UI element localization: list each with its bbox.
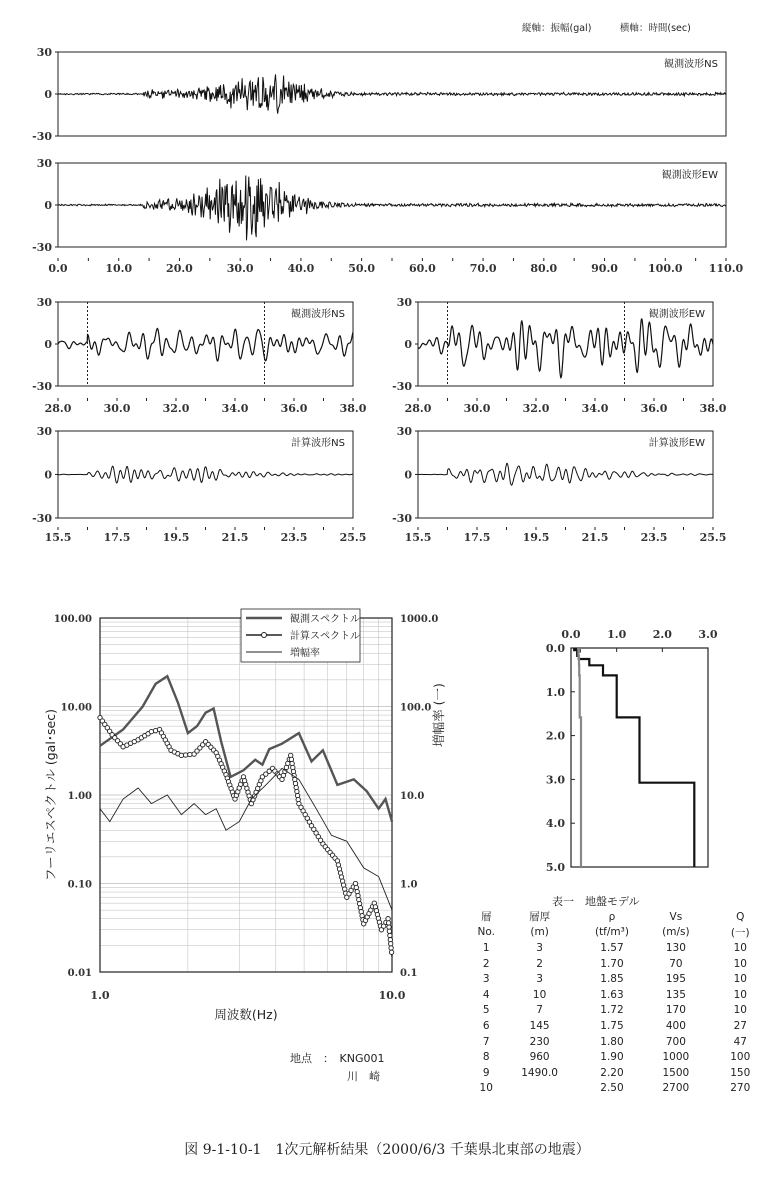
y-tick-label: 0.01 [67,968,92,979]
series-line [100,676,392,821]
table-cell: 層厚 [529,911,551,924]
table-cell: 1.80 [600,1035,624,1048]
x-tick-label: 34.0 [581,402,609,415]
y-tick-label: 0.10 [67,879,92,891]
data-point [386,921,390,925]
table-cell: 230 [529,1035,550,1048]
x-tick-label: 19.5 [522,531,550,544]
y-tick-label: 0.0 [545,642,565,655]
table-cell: 1500 [662,1066,690,1079]
x-tick-label: 30.0 [103,402,131,415]
y-tick-label: -30 [32,512,52,525]
x-tick-label: 3.0 [698,628,718,641]
x-tick-label: 110.0 [708,262,744,275]
data-point [295,789,299,793]
y-tick-label: 0 [44,199,52,212]
data-point [389,942,393,946]
data-point [386,917,390,921]
x-tick-label: 38.0 [699,402,727,415]
table-cell: (tf/m³) [594,926,629,939]
table-cell: 層 [480,911,492,924]
table-cell: 170 [665,1004,686,1017]
table-cell: 10 [733,988,747,1001]
table-cell: 7 [536,1004,543,1017]
table-cell: 1.63 [600,988,624,1001]
x-tick-label: 40.0 [287,262,315,275]
velocity-profile [571,648,708,867]
x-tick-label: 25.5 [339,531,367,544]
x-tick-label: 19.5 [162,531,190,544]
station-name: 川 崎 [347,1070,380,1083]
table-cell: 9 [482,1066,490,1079]
table-cell: Q [736,910,745,923]
x-tick-label: 25.5 [699,531,727,544]
y-tick-label: 5.0 [545,861,565,874]
waveform-trace [418,319,713,378]
table-row [472,1081,774,1097]
waveform-trace [58,329,353,362]
x-tick-label: 36.0 [280,402,308,415]
y-axis-title: フーリエスペクトル (gal･sec) [43,709,58,881]
table-cell: 1490.0 [521,1066,558,1079]
layer-table-title: 表一 地盤モデル [552,895,640,908]
x-tick-label: 90.0 [591,262,618,275]
waveform-trace [418,463,713,485]
profile-line-rho [578,648,581,867]
y-tick-label: 0 [44,88,52,101]
y2-tick-label: 1000.0 [400,614,439,625]
table-cell: 10 [733,1004,747,1017]
panel-title: 観測波形EW [661,170,718,181]
y-tick-label: 3.0 [545,773,565,787]
y-tick-label: 0 [44,468,52,482]
table-cell: 10 [733,957,747,970]
table-cell: 400 [665,1019,686,1032]
table-cell: (m/s) [662,926,690,939]
table-cell: ρ [608,910,616,923]
legend-marker [262,633,267,638]
table-cell [500,1081,578,1097]
table-cell: 2.20 [600,1066,624,1079]
table-cell: 4 [482,988,490,1001]
y-tick-label: -30 [32,241,52,254]
y2-tick-label: 1.0 [400,879,418,891]
table-units-row [472,925,774,941]
legend-label: 観測スペクトル [290,614,360,625]
table-cell: (m) [530,926,549,939]
table-cell: 1.57 [600,941,624,954]
x-tick-label: 21.5 [581,531,609,544]
x-tick-label: 32.0 [522,402,550,415]
x-tick-label: 10.0 [105,262,133,275]
table-cell: 130 [665,941,686,954]
table-cell: 270 [730,1082,751,1095]
table-cell: 1.72 [600,1004,624,1017]
legend-label: 計算スペクトル [290,631,360,642]
x-tick-label: 23.5 [280,531,308,544]
table-cell: 3 [536,973,543,986]
x-tick-label: 80.0 [530,262,558,275]
table-cell: 1000 [662,1051,690,1064]
table-cell: 700 [665,1035,686,1048]
table-row [472,971,774,987]
panel-title: 観測波形NS [291,309,345,320]
table-cell: 2 [482,957,490,970]
x-tick-label: 17.5 [463,531,491,544]
x-tick-label: 17.5 [103,531,131,544]
x-tick-label: 28.0 [44,402,72,415]
data-point [388,933,392,937]
table-cell: 100 [730,1051,751,1064]
table-cell: 195 [665,973,686,986]
table-row [472,1003,774,1019]
x-tick-label: 36.0 [640,402,668,415]
data-point [357,897,361,901]
data-point [188,752,192,756]
axis-units-note: 縦軸：振幅(gal) 横軸：時間(sec) [522,23,691,34]
layer-model-table [472,909,774,1096]
x-tick-label: 15.5 [404,531,432,544]
station-label: 地点 ： KNG001 [290,1052,385,1065]
table-row [472,956,774,972]
table-cell: 135 [665,988,686,1001]
table-cell: 3 [536,941,543,954]
table-cell: 2700 [662,1082,690,1095]
y-tick-label: 1.0 [545,685,565,699]
table-cell: 7 [482,1035,490,1048]
x-tick-label: 38.0 [339,402,367,415]
x-tick-label: 0.0 [561,628,581,641]
table-cell: 150 [730,1066,751,1079]
x-tick-label: 70.0 [469,262,497,275]
x-tick-label: 60.0 [408,262,436,275]
table-row [472,1065,774,1081]
panel-title: 観測波形NS [664,59,718,70]
waveform-trace [58,466,353,483]
data-point [179,753,183,757]
y-tick-label: 0 [44,338,52,351]
y-tick-label: -30 [32,130,52,143]
data-point [389,950,393,954]
y-tick-label: 30 [36,157,52,170]
table-cell: 2 [536,957,543,970]
x-tick-label: 28.0 [404,402,432,415]
x-tick-label: 1.0 [607,628,627,641]
y-tick-label: 0 [404,468,412,482]
table-cell: 1 [482,941,490,954]
table-cell: 5 [482,1004,490,1017]
table-cell: 1.90 [600,1051,624,1064]
y-tick-label: 2.0 [545,729,565,743]
data-point [289,757,293,761]
table-cell: 10 [733,941,747,954]
table-cell: 6 [482,1019,490,1032]
table-cell: 70 [669,957,683,970]
table-cell: 10 [479,1082,493,1095]
x-tick-label: 21.5 [221,531,249,544]
spectrum-plot [98,609,394,972]
profile-line-vs [574,648,694,867]
panel-title: 計算波形EW [648,438,705,449]
waveform-panel [55,52,726,136]
y-tick-label: -30 [392,380,412,393]
table-row [472,987,774,1003]
table-cell: 47 [733,1035,747,1048]
series-line [100,718,392,957]
x-tick-label: 23.5 [640,531,668,544]
table-cell: 8 [482,1051,490,1064]
y-tick-label: 4.0 [545,817,565,831]
y2-tick-label: 100.0 [400,702,432,714]
table-cell: 960 [529,1051,550,1064]
table-cell: 1.75 [600,1019,624,1032]
waveform-trace [58,176,726,241]
y2-tick-label: 0.1 [400,968,418,979]
data-point [387,929,391,933]
legend-label: 増幅率 [290,648,320,659]
figure-caption: 図 9-1-10-1 1次元解析結果（2000/6/3 千葉県北東部の地震） [184,1142,590,1158]
data-point [389,946,393,950]
x-tick-label: 1.0 [90,989,110,1002]
y-tick-label: 100.00 [53,614,92,625]
table-cell: 2.50 [600,1082,624,1095]
y-tick-label: 30 [36,296,52,309]
table-row [472,1018,774,1034]
waveform-trace [58,74,726,113]
waveform-panel [55,163,726,247]
y-tick-label: -30 [392,512,412,525]
table-cell: 27 [733,1019,747,1032]
y2-axis-title: 増幅率 (一) [431,683,446,747]
x-tick-label: 100.0 [648,262,683,275]
data-point [183,753,187,757]
y-tick-label: 1.00 [67,791,92,802]
x-tick-label: 20.0 [166,262,193,275]
table-cell: 1.85 [600,973,624,986]
y-tick-label: 0 [404,338,412,351]
panel-title: 観測波形EW [648,309,705,320]
x-tick-label: 30.0 [226,262,254,275]
panel-title: 計算波形NS [291,438,345,449]
table-header-row [472,909,774,925]
table-cell: 10 [532,988,547,1001]
x-tick-label: 10.0 [378,989,406,1002]
table-row [472,1034,774,1050]
y-tick-label: -30 [32,380,52,393]
y-tick-label: 30 [396,425,412,438]
y-tick-label: 30 [396,296,412,309]
x-tick-label: 34.0 [221,402,249,415]
x-tick-label: 50.0 [348,262,376,275]
table-cell: (一) [730,926,750,939]
x-axis-title: 周波数(Hz) [214,1007,278,1022]
table-cell: No. [477,926,495,939]
table-row [472,940,774,956]
data-point [387,925,391,929]
y2-tick-label: 10.0 [400,791,425,802]
x-tick-label: 0.0 [48,262,68,275]
x-tick-label: 15.5 [44,531,72,544]
x-tick-label: 2.0 [652,628,672,641]
y-tick-label: 30 [36,46,52,59]
table-cell: 3 [482,973,490,986]
y-tick-label: 10.00 [60,702,92,714]
table-cell: 10 [733,973,747,986]
x-tick-label: 30.0 [463,402,491,415]
station-info [290,1050,384,1086]
y-tick-label: 30 [36,425,52,438]
table-cell: 1.70 [600,957,624,970]
table-row [472,1049,774,1065]
x-tick-label: 32.0 [162,402,190,415]
table-cell: Vs [669,910,683,923]
table-cell: 145 [529,1019,550,1032]
